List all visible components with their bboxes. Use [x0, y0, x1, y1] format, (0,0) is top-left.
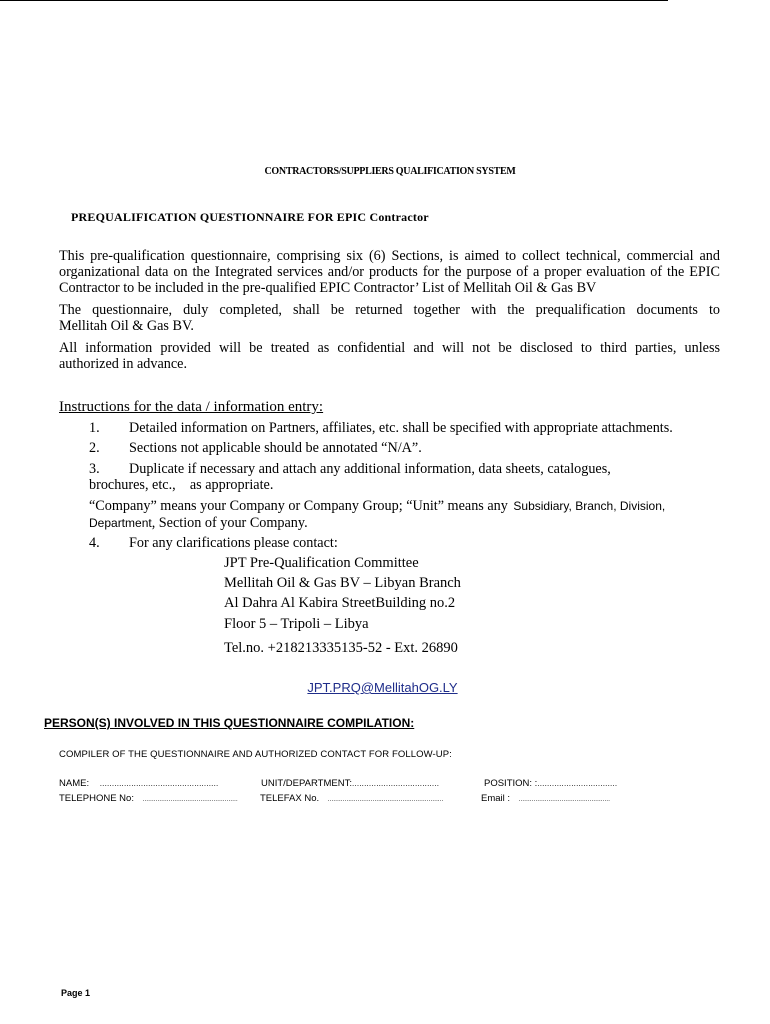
- contact-telephone: Tel.no. +218213335135-52 - Ext. 26890: [224, 640, 458, 656]
- company-definition-continued: Department, Section of your Company.: [89, 515, 308, 531]
- instructions-heading: Instructions for the data / information entry:: [59, 399, 324, 415]
- intro-paragraph-1: This pre-qualification questionnaire, comprising six (6) Sections, is aimed to collect technical, commercial and organizational data on the Integrated services and/or products for the purpose of a proper evaluation of the EPIC Contractor to be included in the pre-qualified EPIC Contractor’ List of Mellitah Oil & Gas BV: [59, 248, 720, 296]
- questionnaire-title: PREQUALIFICATION QUESTIONNAIRE FOR EPIC Contractor: [71, 210, 429, 224]
- name-field[interactable]: NAME: .................................................: [59, 778, 219, 789]
- email-field[interactable]: Email : .................................................: [481, 793, 611, 804]
- unit-department-field[interactable]: UNIT/DEPARTMENT:....................................: [261, 778, 440, 789]
- telefax-field[interactable]: TELEFAX No. ..............................................................: [260, 793, 444, 804]
- contact-email-link[interactable]: JPT.PRQ@MellitahOG.LY: [307, 680, 458, 695]
- position-field[interactable]: POSITION: :.................................: [484, 778, 618, 789]
- contact-floor: Floor 5 – Tripoli – Libya: [224, 616, 369, 632]
- contact-street: Al Dahra Al Kabira StreetBuilding no.2: [224, 595, 456, 611]
- page-number: Page 1: [61, 988, 91, 998]
- company-definition: “Company” means your Company or Company Group; “Unit” means any Subsidiary, Branch, Division,: [89, 498, 666, 514]
- intro-paragraph-3: All information provided will be treated as confidential and will not be disclosed to third parties, unless authorized in advance.: [59, 340, 720, 372]
- intro-paragraph-2: The questionnaire, duly completed, shall be returned together with the prequalification documents to Mellitah Oil & Gas BV.: [59, 302, 720, 334]
- system-title: CONTRACTORS/SUPPLIERS QUALIFICATION SYSTEM: [264, 166, 516, 177]
- instruction-item-3-continued: brochures, etc., as appropriate.: [89, 477, 274, 493]
- top-rule: [0, 0, 668, 1]
- contact-company: Mellitah Oil & Gas BV – Libyan Branch: [224, 575, 461, 591]
- compiler-label: COMPILER OF THE QUESTIONNAIRE AND AUTHORIZED CONTACT FOR FOLLOW-UP:: [59, 749, 452, 760]
- telephone-field[interactable]: TELEPHONE No: ...................................................: [59, 793, 238, 804]
- persons-heading: PERSON(S) INVOLVED IN THIS QUESTIONNAIRE COMPILATION:: [44, 716, 415, 730]
- contact-committee: JPT Pre-Qualification Committee: [224, 555, 419, 571]
